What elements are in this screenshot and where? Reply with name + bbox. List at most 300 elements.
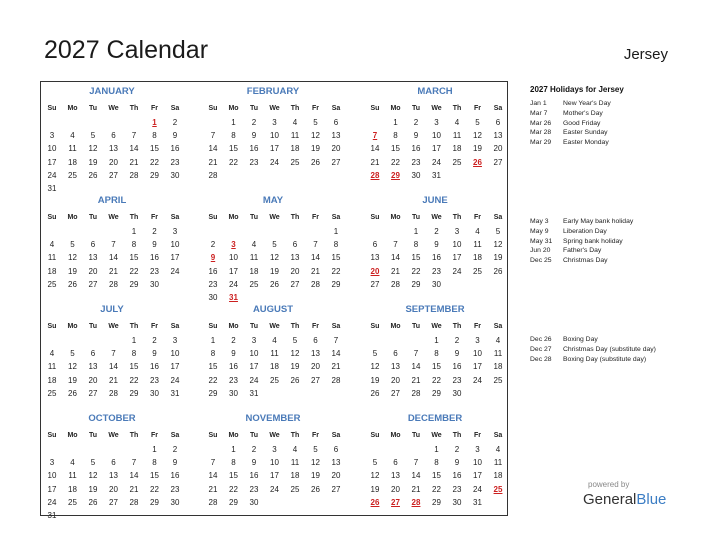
weekday-header: Tu — [411, 214, 421, 221]
day-cell: 9 — [251, 131, 257, 141]
day-cell: 7 — [413, 458, 419, 468]
day-cell: 19 — [88, 484, 98, 494]
weekday-header: Tu — [249, 323, 259, 330]
day-cell: 17 — [47, 157, 57, 167]
holiday-day-cell: 7 — [372, 131, 378, 141]
day-cell: 5 — [90, 131, 96, 141]
day-cell: 19 — [68, 266, 77, 276]
day-cell: 17 — [47, 484, 57, 494]
holiday-date: May 3 — [530, 218, 549, 225]
holiday-day-cell: 28 — [370, 170, 380, 180]
weekday-header: We — [108, 105, 119, 112]
day-cell: 18 — [452, 144, 462, 154]
day-cell: 22 — [411, 266, 421, 276]
day-cell: 4 — [70, 131, 75, 141]
day-cell: 1 — [434, 336, 439, 345]
holiday-day-cell: 26 — [370, 497, 380, 507]
day-cell: 4 — [475, 227, 480, 236]
weekday-header: Fr — [312, 105, 319, 112]
day-cell: 14 — [331, 349, 341, 359]
weekday-header: We — [269, 323, 280, 330]
day-cell: 1 — [131, 227, 137, 236]
day-cell: 29 — [411, 279, 421, 289]
day-cell: 26 — [493, 266, 503, 276]
weekday-header: Th — [452, 323, 462, 330]
day-cell: 18 — [68, 484, 77, 494]
day-cell: 22 — [150, 484, 159, 494]
day-cell: 21 — [109, 266, 118, 276]
holidays-title: 2027 Holidays for Jersey — [530, 85, 624, 94]
day-cell: 5 — [292, 336, 298, 345]
holiday-date: Jan 1 — [530, 100, 547, 107]
day-cell: 17 — [249, 362, 259, 372]
day-cell: 30 — [229, 388, 238, 398]
day-cell: 8 — [434, 458, 439, 468]
day-cell: 20 — [311, 362, 320, 372]
day-cell: 15 — [229, 144, 238, 154]
day-cell: 10 — [473, 458, 482, 468]
day-cell: 24 — [170, 266, 180, 276]
day-cell: 26 — [290, 375, 300, 385]
day-cell: 14 — [311, 253, 320, 263]
weekday-header: Sa — [493, 214, 503, 221]
weekday-header: Tu — [411, 432, 421, 439]
weekday-header: Tu — [88, 432, 98, 439]
day-cell: 10 — [249, 349, 259, 359]
day-cell: 18 — [493, 471, 503, 481]
day-cell: 2 — [251, 118, 257, 127]
day-cell: 12 — [493, 240, 503, 250]
day-cell: 14 — [370, 144, 380, 154]
day-cell: 12 — [68, 362, 77, 372]
day-cell: 8 — [152, 131, 157, 141]
weekday-header: Su — [208, 105, 218, 112]
day-cell: 18 — [47, 266, 57, 276]
day-cell: 8 — [131, 240, 137, 250]
day-cell: 30 — [150, 388, 159, 398]
day-cell: 10 — [47, 471, 57, 481]
day-cell: 8 — [231, 131, 236, 141]
day-cell: 10 — [473, 349, 482, 359]
day-cell: 31 — [47, 184, 57, 193]
weekday-header: Mo — [228, 105, 239, 112]
weekday-header: Su — [370, 214, 380, 221]
holiday-day-cell: 25 — [493, 484, 503, 494]
day-cell: 2 — [434, 227, 439, 236]
day-cell: 6 — [333, 445, 339, 454]
weekday-header: We — [108, 323, 119, 330]
calendar-grid — [40, 81, 508, 520]
day-cell: 22 — [208, 375, 218, 385]
day-cell: 30 — [452, 388, 462, 398]
day-cell: 12 — [68, 253, 77, 263]
weekday-header: We — [108, 432, 119, 439]
weekday-header: Mo — [228, 214, 239, 221]
weekday-header: Fr — [474, 214, 481, 221]
day-cell: 13 — [391, 471, 400, 481]
day-cell: 10 — [452, 240, 462, 250]
day-cell: 1 — [333, 227, 339, 236]
day-cell: 26 — [311, 484, 320, 494]
holiday-row — [530, 139, 609, 146]
day-cell: 11 — [249, 253, 259, 263]
day-cell: 17 — [270, 471, 279, 481]
weekday-header: Fr — [151, 214, 158, 221]
day-cell: 28 — [311, 279, 320, 289]
day-cell: 15 — [331, 253, 341, 263]
holiday-row — [530, 120, 600, 127]
day-cell: 20 — [109, 484, 118, 494]
day-cell: 5 — [272, 240, 277, 250]
day-cell: 17 — [473, 362, 482, 372]
day-cell: 12 — [88, 144, 98, 154]
holiday-name: Liberation Day — [563, 227, 607, 235]
month-name: MARCH — [417, 86, 453, 97]
day-cell: 19 — [311, 144, 320, 154]
holiday-date: Mar 28 — [530, 129, 552, 137]
day-cell: 8 — [210, 349, 216, 359]
day-cell: 1 — [393, 118, 398, 127]
weekday-header: Su — [47, 214, 57, 221]
day-cell: 20 — [88, 266, 98, 276]
holiday-date: May 9 — [530, 227, 549, 235]
weekday-header: Sa — [170, 432, 180, 439]
day-cell: 11 — [47, 362, 57, 372]
day-cell: 10 — [270, 458, 279, 468]
month-name: JULY — [100, 304, 124, 315]
day-cell: 24 — [473, 484, 482, 494]
holiday-name: Father's Day — [563, 247, 602, 255]
day-cell: 17 — [229, 266, 238, 276]
holiday-row — [530, 336, 598, 343]
day-cell: 12 — [290, 349, 300, 359]
weekday-header: Fr — [312, 432, 319, 439]
day-cell: 10 — [270, 131, 279, 141]
day-cell: 18 — [493, 362, 503, 372]
day-cell: 16 — [249, 471, 259, 481]
day-cell: 4 — [292, 118, 298, 127]
holiday-row — [530, 257, 608, 264]
day-cell: 2 — [152, 336, 157, 345]
day-cell: 19 — [370, 375, 380, 385]
day-cell: 17 — [473, 471, 482, 481]
holiday-day-cell: 9 — [210, 253, 216, 263]
holiday-row — [530, 218, 633, 225]
day-cell: 30 — [411, 170, 421, 180]
day-cell: 7 — [413, 349, 419, 359]
day-cell: 27 — [290, 279, 300, 289]
weekday-header: Sa — [331, 432, 341, 439]
holiday-name: Good Friday — [563, 119, 601, 127]
day-cell: 12 — [270, 253, 279, 263]
holiday-row — [530, 346, 656, 353]
day-cell: 22 — [432, 375, 441, 385]
day-cell: 18 — [47, 375, 57, 385]
holiday-name: Boxing Day — [563, 336, 598, 343]
weekday-header: We — [108, 214, 119, 221]
holiday-name: Spring bank holiday — [563, 237, 623, 245]
holiday-name: Christmas Day — [563, 257, 608, 265]
weekday-header: Th — [290, 432, 300, 439]
day-cell: 25 — [249, 279, 259, 289]
day-cell: 27 — [311, 375, 320, 385]
weekday-header: Sa — [170, 323, 180, 330]
day-cell: 24 — [432, 157, 441, 167]
day-cell: 29 — [229, 497, 238, 507]
day-cell: 12 — [311, 458, 320, 468]
day-cell: 25 — [68, 170, 77, 180]
holiday-date: Dec 28 — [530, 355, 552, 363]
day-cell: 27 — [109, 170, 118, 180]
day-cell: 6 — [90, 349, 96, 359]
day-cell: 29 — [129, 388, 139, 398]
day-cell: 7 — [111, 240, 116, 250]
holiday-day-cell: 1 — [152, 118, 157, 127]
brand-logo[interactable] — [583, 491, 666, 508]
weekday-header: Tu — [88, 105, 98, 112]
day-cell: 8 — [131, 349, 137, 359]
weekday-header: Fr — [474, 323, 481, 330]
day-cell: 20 — [331, 471, 341, 481]
day-cell: 9 — [454, 458, 460, 468]
day-cell: 2 — [172, 118, 178, 127]
day-cell: 21 — [129, 484, 139, 494]
weekday-header: Su — [47, 432, 57, 439]
day-cell: 25 — [473, 266, 482, 276]
holiday-date: May 31 — [530, 237, 553, 245]
holiday-date: Dec 26 — [530, 336, 552, 343]
holiday-row — [530, 129, 608, 136]
day-cell: 28 — [208, 497, 218, 507]
weekday-header: Su — [47, 323, 57, 330]
holiday-date: Mar 26 — [530, 119, 552, 127]
day-cell: 23 — [249, 157, 259, 167]
weekday-header: Mo — [67, 214, 78, 221]
weekday-header: Sa — [170, 105, 180, 112]
day-cell: 11 — [493, 349, 503, 359]
weekday-header: Mo — [67, 432, 78, 439]
month-name: APRIL — [97, 195, 127, 206]
day-cell: 6 — [292, 240, 298, 250]
weekday-header: Sa — [493, 432, 503, 439]
day-cell: 22 — [129, 266, 139, 276]
weekday-header: Fr — [151, 323, 158, 330]
day-cell: 16 — [170, 471, 180, 481]
day-cell: 18 — [290, 144, 300, 154]
day-cell: 25 — [47, 279, 57, 289]
day-cell: 15 — [432, 471, 441, 481]
day-cell: 1 — [434, 445, 439, 454]
holiday-name: Easter Monday — [563, 139, 609, 147]
day-cell: 20 — [493, 144, 503, 154]
weekday-header: Fr — [151, 432, 158, 439]
day-cell: 10 — [47, 144, 57, 154]
weekday-header: Tu — [88, 214, 98, 221]
day-cell: 10 — [170, 349, 180, 359]
holiday-day-cell: 27 — [391, 497, 400, 507]
day-cell: 31 — [170, 388, 180, 398]
day-cell: 24 — [229, 279, 238, 289]
day-cell: 22 — [432, 484, 441, 494]
weekday-header: Mo — [390, 323, 401, 330]
day-cell: 29 — [129, 279, 139, 289]
weekday-header: Tu — [249, 432, 259, 439]
holiday-name: Early May bank holiday — [563, 218, 634, 225]
page-title: 2027 Calendar — [44, 36, 209, 64]
day-cell: 20 — [391, 484, 400, 494]
day-cell: 9 — [172, 458, 178, 468]
holiday-name: New Year's Day — [563, 100, 611, 107]
holiday-name: Boxing Day (substitute day) — [563, 355, 647, 363]
day-cell: 19 — [311, 471, 320, 481]
day-cell: 23 — [208, 279, 218, 289]
day-cell: 16 — [150, 362, 159, 372]
day-cell: 21 — [391, 266, 400, 276]
day-cell: 29 — [432, 497, 441, 507]
day-cell: 9 — [434, 240, 439, 250]
day-cell: 13 — [370, 253, 380, 263]
day-cell: 12 — [370, 471, 380, 481]
day-cell: 6 — [372, 240, 378, 250]
day-cell: 3 — [49, 458, 55, 468]
day-cell: 26 — [311, 157, 320, 167]
holiday-day-cell: 28 — [411, 497, 421, 507]
day-cell: 5 — [475, 118, 480, 127]
day-cell: 17 — [432, 144, 441, 154]
day-cell: 23 — [432, 266, 441, 276]
weekday-header: Th — [129, 432, 139, 439]
holiday-day-cell: 3 — [231, 240, 236, 250]
day-cell: 14 — [411, 471, 421, 481]
day-cell: 24 — [473, 375, 482, 385]
weekday-header: Tu — [411, 323, 421, 330]
weekday-header: We — [269, 432, 280, 439]
day-cell: 16 — [411, 144, 421, 154]
day-cell: 16 — [229, 362, 238, 372]
day-cell: 13 — [88, 362, 98, 372]
month-name: DECEMBER — [407, 413, 463, 424]
day-cell: 25 — [290, 484, 300, 494]
day-cell: 26 — [88, 497, 98, 507]
day-cell: 6 — [393, 349, 398, 359]
day-cell: 13 — [311, 349, 320, 359]
day-cell: 7 — [210, 458, 216, 468]
weekday-header: Su — [208, 323, 218, 330]
day-cell: 31 — [473, 497, 482, 507]
day-cell: 4 — [272, 336, 277, 345]
holiday-date: Jun 20 — [530, 247, 551, 255]
weekday-header: Sa — [331, 214, 341, 221]
day-cell: 26 — [370, 388, 380, 398]
day-cell: 10 — [432, 131, 441, 141]
day-cell: 14 — [411, 362, 421, 372]
day-cell: 7 — [333, 336, 339, 345]
day-cell: 11 — [47, 253, 57, 263]
month-name: FEBRUARY — [246, 86, 300, 97]
day-cell: 8 — [231, 458, 236, 468]
day-cell: 22 — [229, 157, 238, 167]
weekday-header: Sa — [331, 323, 341, 330]
day-cell: 15 — [150, 144, 159, 154]
day-cell: 23 — [170, 157, 180, 167]
day-cell: 13 — [331, 131, 341, 141]
day-cell: 13 — [290, 253, 300, 263]
weekday-header: Fr — [474, 105, 481, 112]
day-cell: 16 — [170, 144, 180, 154]
day-cell: 7 — [111, 349, 116, 359]
day-cell: 10 — [170, 240, 180, 250]
day-cell: 26 — [88, 170, 98, 180]
weekday-header: Su — [208, 214, 218, 221]
day-cell: 4 — [70, 458, 75, 468]
day-cell: 11 — [290, 131, 300, 141]
day-cell: 1 — [231, 118, 236, 127]
day-cell: 16 — [249, 144, 259, 154]
day-cell: 14 — [129, 471, 139, 481]
day-cell: 15 — [229, 471, 238, 481]
day-cell: 7 — [131, 458, 137, 468]
day-cell: 24 — [47, 170, 57, 180]
day-cell: 30 — [452, 497, 462, 507]
day-cell: 9 — [454, 349, 460, 359]
day-cell: 14 — [129, 144, 139, 154]
day-cell: 22 — [391, 157, 400, 167]
day-cell: 18 — [68, 157, 77, 167]
day-cell: 24 — [47, 497, 57, 507]
holiday-row — [530, 238, 623, 245]
day-cell: 8 — [434, 349, 439, 359]
day-cell: 1 — [210, 336, 216, 345]
day-cell: 15 — [150, 471, 159, 481]
day-cell: 23 — [452, 375, 462, 385]
day-cell: 29 — [150, 170, 159, 180]
day-cell: 14 — [391, 253, 400, 263]
day-cell: 3 — [272, 118, 277, 127]
day-cell: 27 — [391, 388, 400, 398]
holiday-date: Mar 7 — [530, 109, 548, 117]
day-cell: 25 — [452, 157, 462, 167]
day-cell: 27 — [370, 279, 380, 289]
day-cell: 20 — [391, 375, 400, 385]
day-cell: 17 — [170, 362, 180, 372]
day-cell: 16 — [432, 253, 441, 263]
day-cell: 26 — [68, 279, 77, 289]
weekday-header: Tu — [249, 214, 259, 221]
month-name: JANUARY — [89, 86, 135, 97]
day-cell: 6 — [495, 118, 501, 127]
day-cell: 18 — [249, 266, 259, 276]
weekday-header: Tu — [411, 105, 421, 112]
weekday-header: Sa — [170, 214, 180, 221]
holiday-name: Mother's Day — [563, 109, 603, 117]
holiday-row — [530, 100, 611, 107]
day-cell: 22 — [331, 266, 341, 276]
day-cell: 2 — [454, 445, 460, 454]
day-cell: 1 — [413, 227, 419, 236]
day-cell: 1 — [231, 445, 236, 454]
day-cell: 5 — [90, 458, 96, 468]
holiday-day-cell: 29 — [391, 170, 400, 180]
day-cell: 28 — [109, 279, 118, 289]
day-cell: 16 — [150, 253, 159, 263]
day-cell: 17 — [452, 253, 462, 263]
day-cell: 19 — [473, 144, 482, 154]
day-cell: 28 — [391, 279, 400, 289]
day-cell: 27 — [88, 279, 98, 289]
day-cell: 3 — [434, 118, 439, 127]
month-name: SEPTEMBER — [405, 304, 465, 315]
day-cell: 27 — [88, 388, 98, 398]
